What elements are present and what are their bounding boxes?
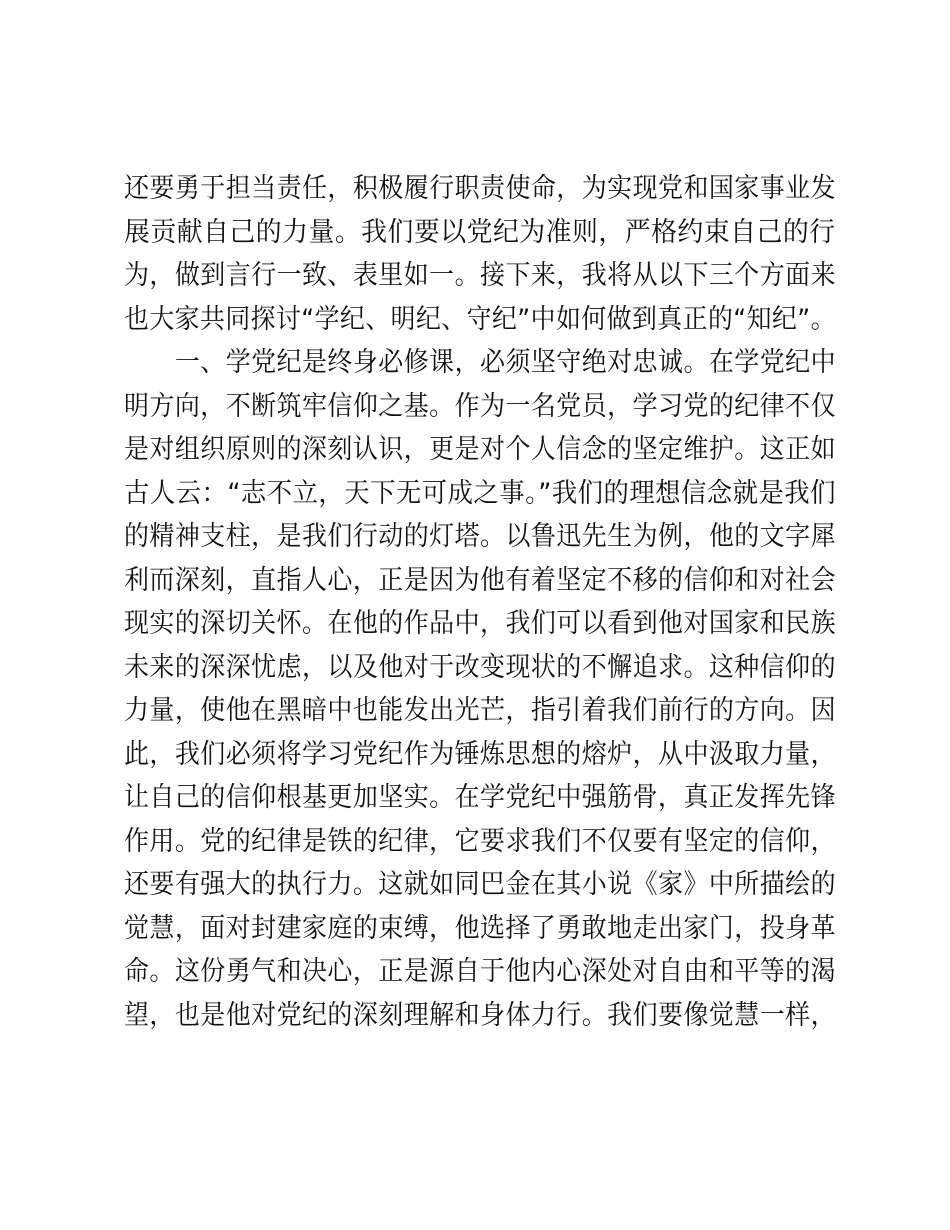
text-line: 此，我们必须将学习党纪作为锤炼思想的熔炉，从中汲取力量， [124, 738, 837, 770]
text-line: 明方向，不断筑牢信仰之基。作为一名党员，学习党的纪律不仅 [124, 390, 837, 422]
body-text [124, 167, 837, 1037]
text-line: 现实的深切关怀。在他的作品中，我们可以看到他对国家和民族 [124, 608, 837, 639]
text-line: 力量，使他在黑暗中也能发出光芒，指引着我们前行的方向。因 [124, 695, 837, 726]
text-line: 还要有强大的执行力。这就如同巴金在其小说《家》中所描绘的 [124, 869, 837, 900]
text-line: 也大家共同探讨“学纪、明纪、守纪”中如何做到真正的“知纪”。 [124, 303, 836, 335]
text-line: 让自己的信仰根基更加坚实。在学党纪中强筋骨，真正发挥先锋 [124, 782, 837, 813]
text-line: 望，也是他对党纪的深刻理解和身体力行。我们要像觉慧一样， [124, 999, 837, 1031]
text-line: 觉慧，面对封建家庭的束缚，他选择了勇敢地走出家门，投身革 [124, 912, 837, 944]
text-line: 为，做到言行一致、表里如一。接下来，我将从以下三个方面来 [124, 260, 837, 291]
text-line: 还要勇于担当责任，积极履行职责使命，为实现党和国家事业发 [124, 173, 837, 204]
text-line: 作用。党的纪律是铁的纪律，它要求我们不仅要有坚定的信仰， [124, 825, 837, 857]
section-heading-line: 一、学党纪是终身必修课，必须坚守绝对忠诚。在学党纪中 [124, 347, 837, 378]
text-line: 的精神支柱，是我们行动的灯塔。以鲁迅先生为例，他的文字犀 [124, 521, 837, 552]
text-line: 展贡献自己的力量。我们要以党纪为准则，严格约束自己的行 [124, 216, 836, 248]
text-line: 是对组织原则的深刻认识，更是对个人信念的坚定维护。这正如 [124, 434, 837, 465]
text-line: 未来的深深忧虑，以及他对于改变现状的不懈追求。这种信仰的 [124, 651, 837, 683]
text-line: 命。这份勇气和决心，正是源自于他内心深处对自由和平等的渴 [124, 956, 837, 987]
text-line: 利而深刻，直指人心，正是因为他有着坚定不移的信仰和对社会 [124, 564, 837, 596]
text-line: 古人云：“志不立，天下无可成之事。”我们的理想信念就是我们 [124, 477, 836, 509]
